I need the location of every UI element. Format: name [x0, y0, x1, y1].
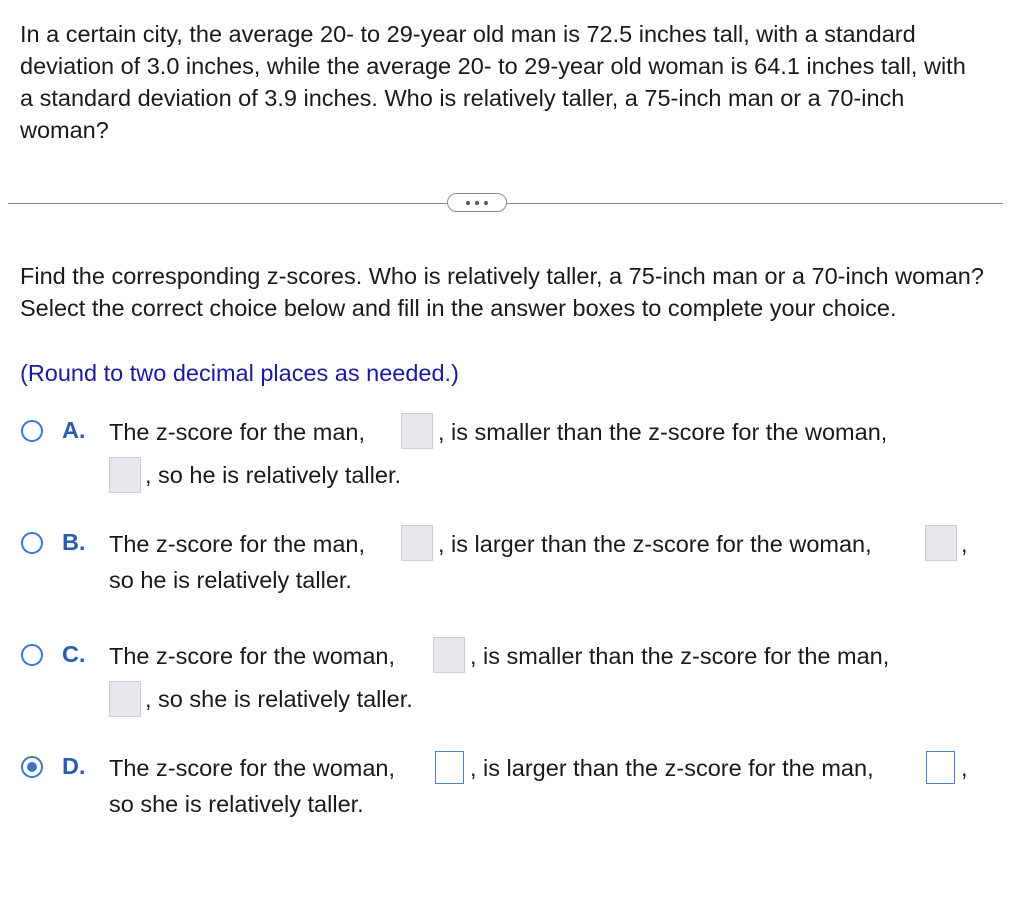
option-c-radio[interactable]	[21, 644, 43, 666]
option-b-text: , is larger than the z-score for the woman,	[438, 531, 872, 557]
option-c-woman-zscore-input[interactable]	[433, 637, 465, 673]
ellipsis-dot	[475, 201, 479, 205]
option-b-text: so he is relatively taller.	[109, 567, 352, 593]
option-b-woman-zscore-input[interactable]	[925, 525, 957, 561]
option-a-woman-zscore-input[interactable]	[109, 457, 141, 493]
option-c-man-zscore-input[interactable]	[109, 681, 141, 717]
show-more-button[interactable]	[447, 193, 507, 212]
option-d-radio[interactable]	[21, 756, 43, 778]
option-d-text: , is larger than the z-score for the man,	[470, 755, 874, 781]
option-d-text: so she is relatively taller.	[109, 791, 364, 817]
option-c-text: , so she is relatively taller.	[145, 686, 413, 712]
option-d-text: The z-score for the woman,	[109, 755, 396, 781]
problem-statement: In a certain city, the average 20- to 29-year old man is 72.5 inches tall, with a standard deviation of 3.0 inches, while the average 20- to 29-year old woman is 64.1 inches tall, with a standard deviation of 3.9 inches. Who is relatively taller, a 75-inch man or a 70-inch woman?	[20, 21, 966, 143]
option-d-woman-zscore-input[interactable]	[435, 751, 464, 784]
option-b-letter: B.	[62, 529, 86, 555]
ellipsis-dot	[484, 201, 488, 205]
option-b-text: The z-score for the man,	[109, 531, 365, 557]
option-d-text: ,	[961, 755, 968, 781]
option-c-text: The z-score for the woman,	[109, 643, 396, 669]
ellipsis-dot	[466, 201, 470, 205]
option-c-letter: C.	[62, 641, 86, 667]
option-a-text: , so he is relatively taller.	[145, 462, 401, 488]
rounding-hint: (Round to two decimal places as needed.)	[20, 360, 459, 386]
option-a-text: The z-score for the man,	[109, 419, 365, 445]
option-b-text: ,	[961, 531, 968, 557]
option-a-radio[interactable]	[21, 420, 43, 442]
option-d-letter: D.	[62, 753, 86, 779]
option-a-text: , is smaller than the z-score for the woman,	[438, 419, 888, 445]
option-b-radio[interactable]	[21, 532, 43, 554]
option-a-letter: A.	[62, 417, 86, 443]
instructions: Find the corresponding z-scores. Who is relatively taller, a 75-inch man or a 70-inch woman? Select the correct choice below and fill in the answer boxes to complete your choice.	[20, 263, 984, 321]
option-b-man-zscore-input[interactable]	[401, 525, 433, 561]
option-c-text: , is smaller than the z-score for the man,	[470, 643, 890, 669]
option-d-man-zscore-input[interactable]	[926, 751, 955, 784]
option-a-man-zscore-input[interactable]	[401, 413, 433, 449]
